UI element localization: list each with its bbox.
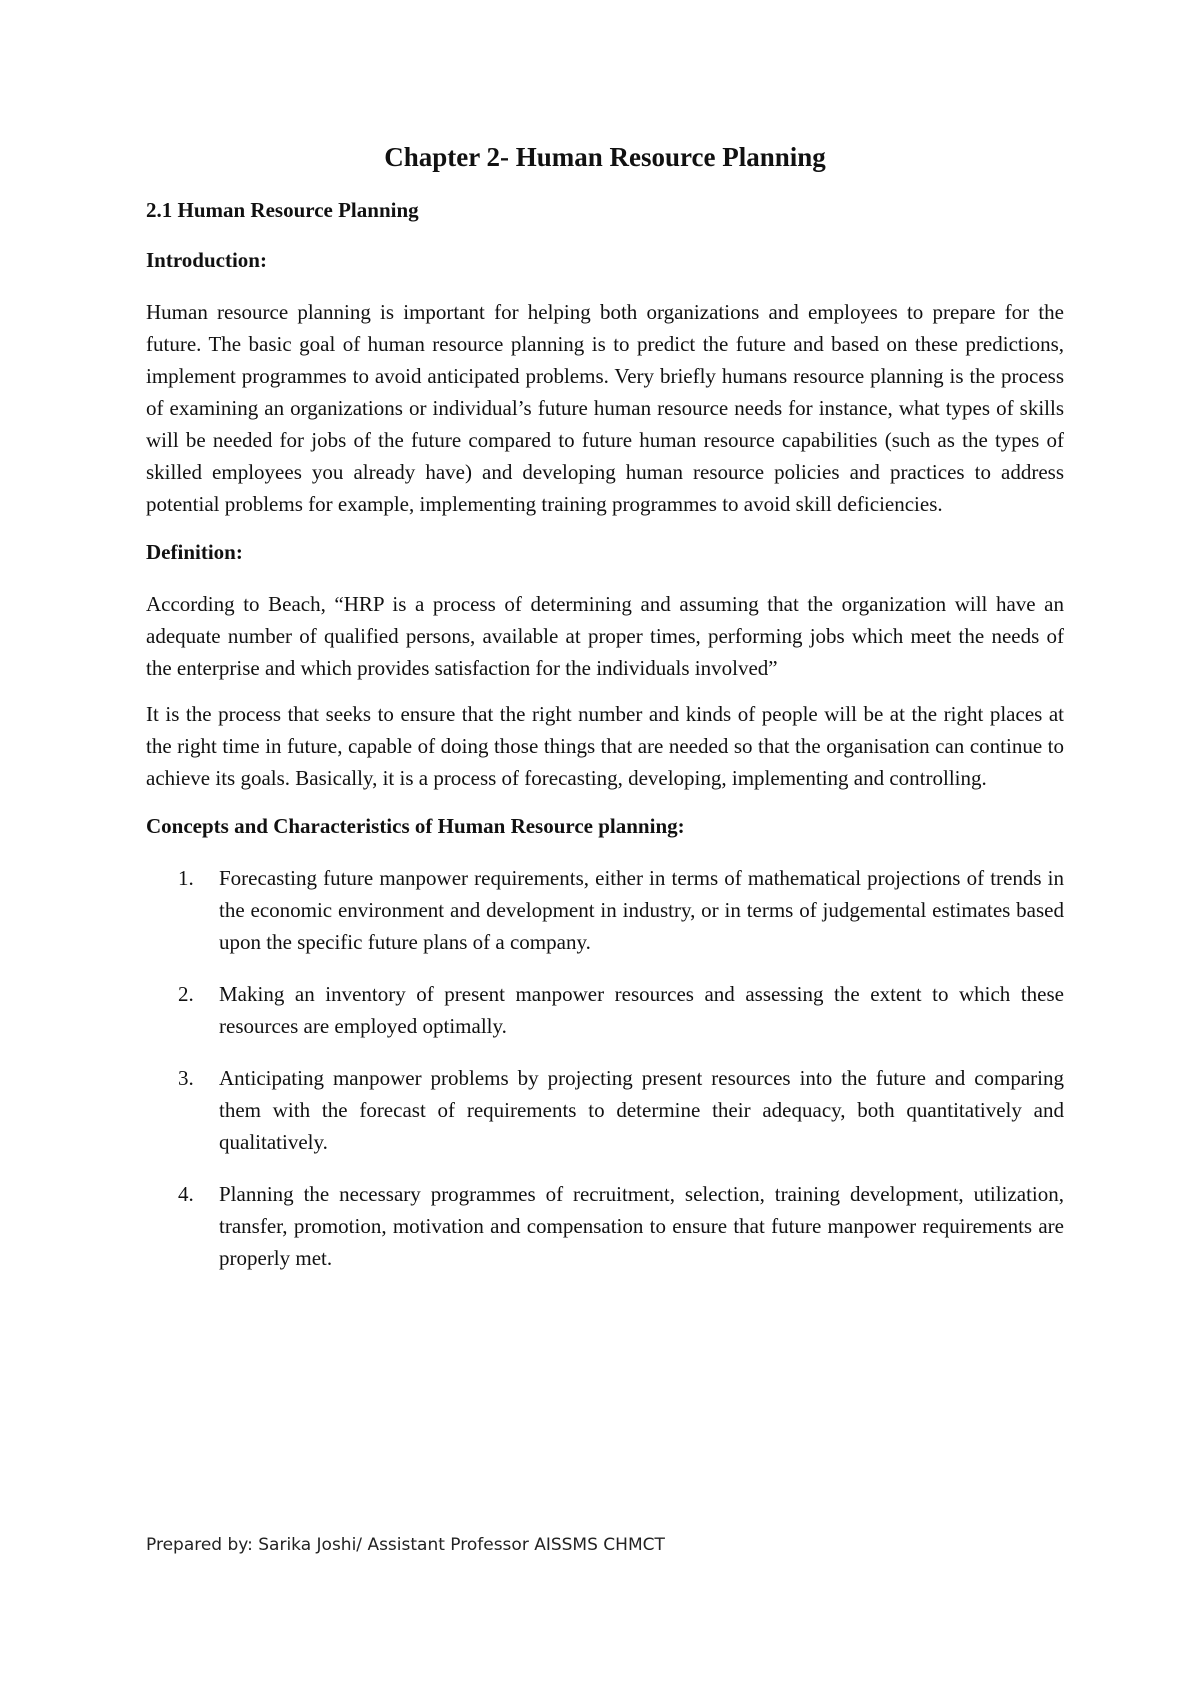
concepts-list [146,862,1064,1274]
document-body [146,140,1064,1294]
chapter-title: Chapter 2- Human Resource Planning [384,142,826,172]
list-item [146,1178,1064,1274]
list-item-text: Anticipating manpower problems by projecting present resources into the future and comparing them with the forecast of requirements to determine their adequacy, both quantitatively and qualitatively. [219,1066,1064,1154]
list-item-text: Forecasting future manpower requirements, either in terms of mathematical projections of trends in the economic environment and development in industry, or in terms of judgemental estimates based upon the specific future plans of a company. [219,866,1064,954]
introduction-paragraph: Human resource planning is important for helping both organizations and employees to prepare for the future. The basic goal of human resource planning is to predict the future and based on these predictions, implement programmes to avoid anticipated problems. Very briefly humans resource planning is the process of examining an organizations or individual’s future human resource needs for instance, what types of skills will be needed for jobs of the future compared to future human resource capabilities (such as the types of skilled employees you already have) and developing human resource policies and practices to address potential problems for example, implementing training programmes to avoid skill deficiencies. [146,300,1064,516]
list-item [146,1062,1064,1158]
page-footer: Prepared by: Sarika Joshi/ Assistant Professor AISSMS CHMCT [146,1535,665,1555]
concepts-heading: Concepts and Characteristics of Human Resource planning: [146,814,685,838]
list-item-number: 3. [178,1066,194,1090]
list-item [146,978,1064,1042]
definition-heading: Definition: [146,540,243,564]
introduction-heading: Introduction: [146,248,267,272]
list-item-number: 4. [178,1182,194,1206]
definition-quote-paragraph: According to Beach, “HRP is a process of determining and assuming that the organization will have an adequate number of qualified persons, available at proper times, performing jobs which meet the needs of the enterprise and which provides satisfaction for the individuals involved” [146,592,1064,680]
section-heading: 2.1 Human Resource Planning [146,198,419,222]
list-item-number: 1. [178,866,194,890]
list-item-number: 2. [178,982,194,1006]
definition-explanation-paragraph: It is the process that seeks to ensure that the right number and kinds of people will be at the right places at the right time in future, capable of doing those things that are needed so that the organisation can continue to achieve its goals. Basically, it is a process of forecasting, developing, implementing and controlling. [146,702,1064,790]
list-item-text: Making an inventory of present manpower resources and assessing the extent to which these resources are employed optimally. [219,982,1064,1038]
list-item-text: Planning the necessary programmes of recruitment, selection, training development, utilization, transfer, promotion, motivation and compensation to ensure that future manpower requirements are properly met. [219,1182,1064,1270]
list-item [146,862,1064,958]
